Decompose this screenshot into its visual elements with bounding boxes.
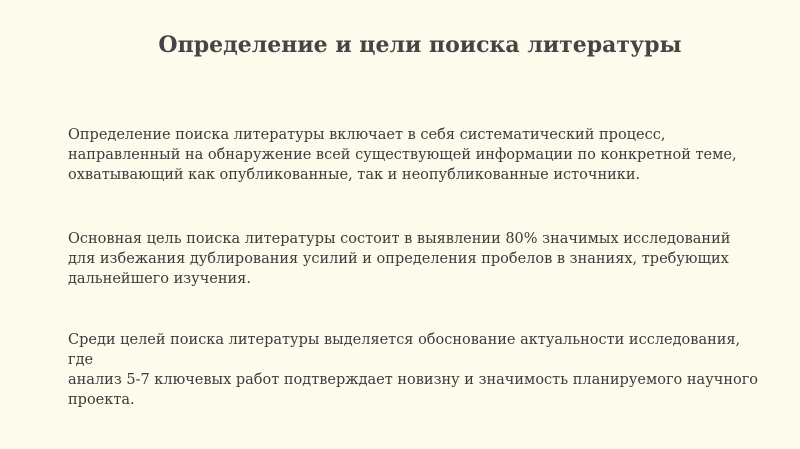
paragraph-main-goal: Основная цель поиска литературы состоит в выявлении 80% значимых исследований для избежания дублирования усилий и определения пробелов в знаниях, требующих дальнейшего изучения. [68, 231, 731, 287]
paragraph-definition: Определение поиска литературы включает в себя систематический процесс, направленный на обнаружение всей существующей информации по конкретной теме, охватывающий как опубликованные, так и неопубликованные источники. [68, 127, 737, 183]
paragraph-relevance-goal: Среди целей поиска литературы выделяется обоснование актуальности исследования, где анализ 5-7 ключевых работ подтверждает новизну и значимость планируемого научного проекта. [68, 332, 759, 408]
slide-title: Определение и цели поиска литературы [158, 32, 682, 58]
